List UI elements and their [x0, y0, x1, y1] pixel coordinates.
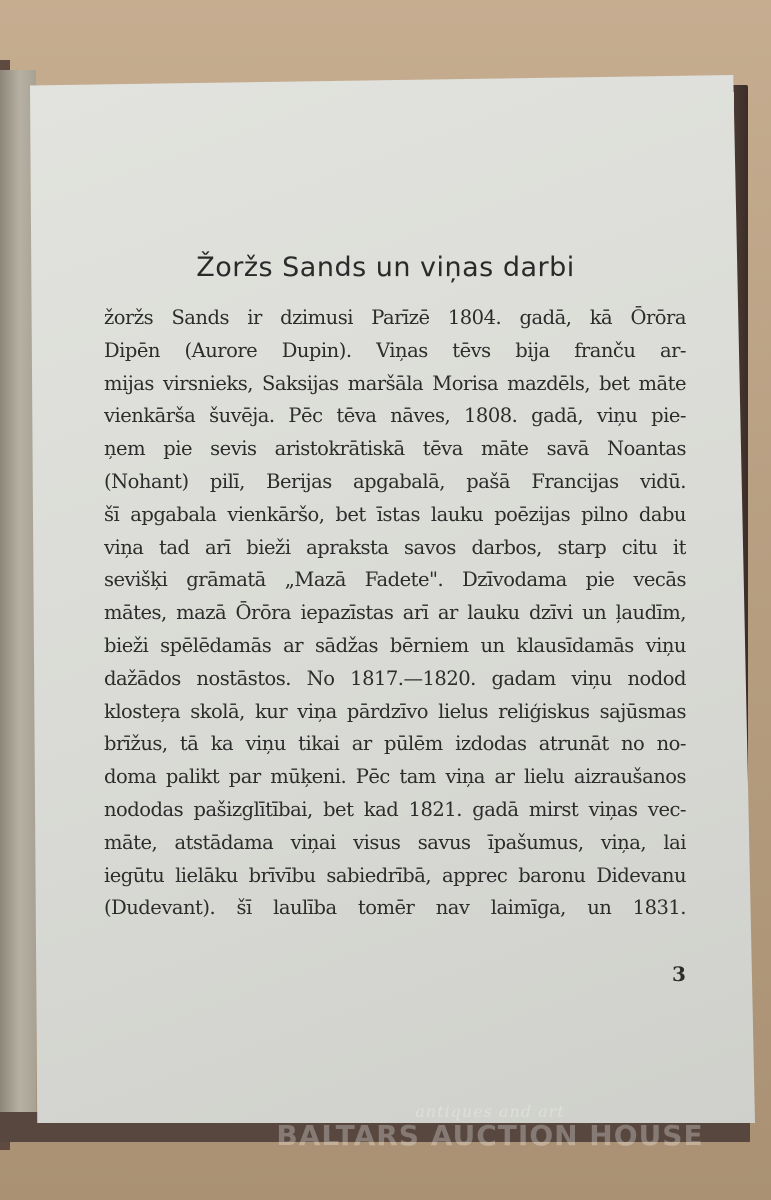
text-line: mijas virsnieks, Saksijas maršāla Morisa mazdēls, bet māte: [104, 371, 686, 395]
text-line: vienkārša šuvēja. Pēc tēva nāves, 1808. gadā, viņu pie-: [104, 404, 686, 428]
text-line: nododas pašizglītībai, bet kad 1821. gadā mirst viņas vec-: [104, 797, 686, 821]
body-text: [104, 302, 686, 925]
chapter-title: Žoržs Sands un viņas darbi: [196, 252, 575, 283]
text-line: žoržs Sands ir dzimusi Parīzē 1804. gadā, kā Ōrōra: [104, 306, 686, 329]
text-line: šī apgabala vienkāršo, bet īstas lauku poēzijas pilno dabu: [104, 502, 686, 526]
text-line: brīžus, tā ka viņu tikai ar pūlēm izdodas atrunāt no no-: [104, 732, 686, 756]
text-line: mātes, mazā Ōrōra iepazīstas arī ar lauku dzīvi un ļaudīm,: [104, 601, 686, 625]
text-line: Dipēn (Aurore Dupin). Viņas tēvs bija franču ar-: [104, 338, 686, 362]
text-line: iegūtu lielāku brīvību sabiedrībā, apprec baronu Didevanu: [104, 863, 686, 887]
text-line: dažādos nostāstos. No 1817.—1820. gadam viņu nodod: [104, 666, 686, 690]
text-line: (Dudevant). šī laulība tomēr nav laimīga, un 1831.: [104, 896, 686, 920]
text-line: (Nohant) pilī, Berijas apgabalā, pašā Francijas vidū.: [104, 469, 686, 493]
text-line: ņem pie sevis aristokrātiskā tēva māte savā Noantas: [104, 437, 686, 461]
left-page-edge: [0, 70, 36, 1140]
watermark-subtitle: antiques and art: [415, 1102, 565, 1121]
text-line: sevišķi grāmatā „Mazā Fadete". Dzīvodama pie vecās: [104, 568, 686, 592]
text-line: māte, atstādama viņai visus savus īpašumus, viņa, lai: [104, 830, 686, 854]
page-number: 3: [672, 962, 686, 986]
watermark-brand: BALTARS AUCTION HOUSE: [276, 1119, 704, 1152]
text-line: klosteŗa skolā, kur viņa pārdzīvo lielus reliģiskus sajūsmas: [104, 699, 686, 723]
text-line: bieži spēlēdamās ar sādžas bērniem un klausīdamās viņu: [104, 633, 686, 657]
text-line: viņa tad arī bieži apraksta savos darbos, starp citu it: [104, 535, 686, 559]
text-line: doma palikt par mūķeni. Pēc tam viņa ar lielu aizraušanos: [104, 765, 686, 789]
